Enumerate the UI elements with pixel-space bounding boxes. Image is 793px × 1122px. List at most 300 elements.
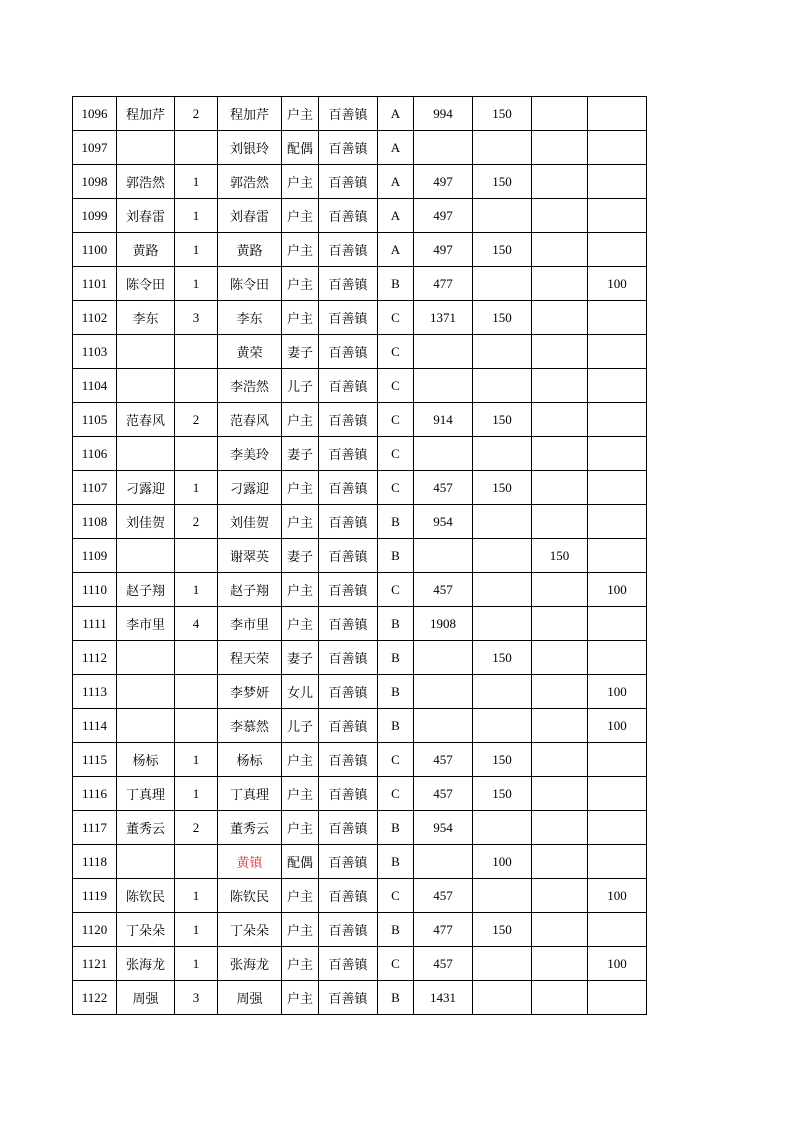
town-cell: 百善镇: [319, 131, 378, 165]
grade-cell: B: [378, 709, 414, 743]
relation-cell: 户主: [282, 403, 319, 437]
subsidy-column-1-cell: [473, 199, 532, 233]
relation-cell: 户主: [282, 777, 319, 811]
amount-cell: 457: [414, 879, 473, 913]
member-count-cell: 1: [175, 267, 218, 301]
table-row: [73, 471, 647, 505]
subsidy-column-3-cell: [588, 505, 647, 539]
household-head-cell: 刘春雷: [117, 199, 175, 233]
member-name-cell: 黄镇: [218, 845, 282, 879]
amount-cell: 954: [414, 811, 473, 845]
subsidy-column-3-cell: [588, 811, 647, 845]
member-count-cell: 1: [175, 947, 218, 981]
subsidy-column-2-cell: [532, 777, 588, 811]
amount-cell: 497: [414, 199, 473, 233]
relation-cell: 户主: [282, 301, 319, 335]
row-number-cell: 1103: [73, 335, 117, 369]
town-cell: 百善镇: [319, 165, 378, 199]
table-row: [73, 369, 647, 403]
relation-cell: 妻子: [282, 335, 319, 369]
household-table: [72, 96, 647, 1015]
household-head-cell: 杨标: [117, 743, 175, 777]
household-head-cell: 黄路: [117, 233, 175, 267]
member-count-cell: 2: [175, 505, 218, 539]
relation-cell: 户主: [282, 233, 319, 267]
town-cell: 百善镇: [319, 267, 378, 301]
household-head-cell: 陈钦民: [117, 879, 175, 913]
subsidy-column-3-cell: [588, 403, 647, 437]
row-number-cell: 1102: [73, 301, 117, 335]
subsidy-column-1-cell: 150: [473, 913, 532, 947]
member-count-cell: [175, 641, 218, 675]
subsidy-column-1-cell: 150: [473, 471, 532, 505]
subsidy-column-2-cell: [532, 437, 588, 471]
household-head-cell: 赵子翔: [117, 573, 175, 607]
relation-cell: 户主: [282, 811, 319, 845]
subsidy-column-2-cell: [532, 641, 588, 675]
subsidy-column-2-cell: [532, 301, 588, 335]
amount-cell: 1431: [414, 981, 473, 1015]
row-number-cell: 1097: [73, 131, 117, 165]
row-number-cell: 1098: [73, 165, 117, 199]
subsidy-column-2-cell: [532, 267, 588, 301]
amount-cell: [414, 335, 473, 369]
town-cell: 百善镇: [319, 947, 378, 981]
subsidy-column-3-cell: 100: [588, 879, 647, 913]
household-head-cell: 程加芹: [117, 97, 175, 131]
subsidy-column-2-cell: 150: [532, 539, 588, 573]
subsidy-column-3-cell: [588, 97, 647, 131]
row-number-cell: 1112: [73, 641, 117, 675]
relation-cell: 户主: [282, 879, 319, 913]
town-cell: 百善镇: [319, 505, 378, 539]
relation-cell: 户主: [282, 267, 319, 301]
grade-cell: B: [378, 845, 414, 879]
subsidy-column-2-cell: [532, 233, 588, 267]
town-cell: 百善镇: [319, 845, 378, 879]
row-number-cell: 1115: [73, 743, 117, 777]
member-name-cell: 董秀云: [218, 811, 282, 845]
member-name-cell: 张海龙: [218, 947, 282, 981]
household-head-cell: [117, 641, 175, 675]
member-name-cell: 陈钦民: [218, 879, 282, 913]
amount-cell: [414, 539, 473, 573]
town-cell: 百善镇: [319, 709, 378, 743]
member-name-cell: 李市里: [218, 607, 282, 641]
household-head-cell: 丁朵朵: [117, 913, 175, 947]
member-name-cell: 刘佳贺: [218, 505, 282, 539]
amount-cell: [414, 131, 473, 165]
member-count-cell: 1: [175, 471, 218, 505]
member-name-cell: 李浩然: [218, 369, 282, 403]
member-count-cell: [175, 845, 218, 879]
amount-cell: [414, 675, 473, 709]
row-number-cell: 1110: [73, 573, 117, 607]
household-head-cell: [117, 675, 175, 709]
table-row: [73, 709, 647, 743]
subsidy-column-3-cell: [588, 369, 647, 403]
subsidy-column-1-cell: 150: [473, 777, 532, 811]
member-count-cell: 1: [175, 879, 218, 913]
member-count-cell: 2: [175, 811, 218, 845]
relation-cell: 户主: [282, 947, 319, 981]
grade-cell: B: [378, 675, 414, 709]
town-cell: 百善镇: [319, 607, 378, 641]
table-row: [73, 743, 647, 777]
household-head-cell: [117, 709, 175, 743]
grade-cell: C: [378, 437, 414, 471]
member-count-cell: [175, 131, 218, 165]
member-name-cell: 丁真理: [218, 777, 282, 811]
table-row: [73, 981, 647, 1015]
relation-cell: 妻子: [282, 437, 319, 471]
subsidy-column-1-cell: [473, 675, 532, 709]
household-head-cell: 陈令田: [117, 267, 175, 301]
amount-cell: 994: [414, 97, 473, 131]
subsidy-column-3-cell: [588, 777, 647, 811]
household-head-cell: 丁真理: [117, 777, 175, 811]
member-name-cell: 李东: [218, 301, 282, 335]
subsidy-column-1-cell: [473, 981, 532, 1015]
grade-cell: B: [378, 539, 414, 573]
relation-cell: 妻子: [282, 539, 319, 573]
table-row: [73, 165, 647, 199]
grade-cell: B: [378, 267, 414, 301]
grade-cell: B: [378, 607, 414, 641]
grade-cell: B: [378, 913, 414, 947]
table-row: [73, 879, 647, 913]
town-cell: 百善镇: [319, 335, 378, 369]
town-cell: 百善镇: [319, 233, 378, 267]
amount-cell: 477: [414, 267, 473, 301]
subsidy-column-3-cell: [588, 981, 647, 1015]
row-number-cell: 1106: [73, 437, 117, 471]
household-head-cell: [117, 369, 175, 403]
subsidy-column-2-cell: [532, 743, 588, 777]
row-number-cell: 1121: [73, 947, 117, 981]
town-cell: 百善镇: [319, 539, 378, 573]
subsidy-column-2-cell: [532, 811, 588, 845]
member-name-cell: 范春风: [218, 403, 282, 437]
row-number-cell: 1108: [73, 505, 117, 539]
relation-cell: 配偶: [282, 845, 319, 879]
town-cell: 百善镇: [319, 777, 378, 811]
relation-cell: 配偶: [282, 131, 319, 165]
row-number-cell: 1113: [73, 675, 117, 709]
amount-cell: 1371: [414, 301, 473, 335]
table-row: [73, 845, 647, 879]
subsidy-column-2-cell: [532, 913, 588, 947]
member-count-cell: 3: [175, 301, 218, 335]
row-number-cell: 1096: [73, 97, 117, 131]
household-head-cell: [117, 131, 175, 165]
member-count-cell: 4: [175, 607, 218, 641]
member-name-cell: 谢翠英: [218, 539, 282, 573]
row-number-cell: 1105: [73, 403, 117, 437]
subsidy-column-1-cell: [473, 369, 532, 403]
row-number-cell: 1122: [73, 981, 117, 1015]
member-count-cell: [175, 539, 218, 573]
member-count-cell: 1: [175, 777, 218, 811]
row-number-cell: 1107: [73, 471, 117, 505]
subsidy-column-2-cell: [532, 335, 588, 369]
town-cell: 百善镇: [319, 97, 378, 131]
amount-cell: [414, 845, 473, 879]
amount-cell: 457: [414, 777, 473, 811]
amount-cell: 457: [414, 471, 473, 505]
member-count-cell: 1: [175, 233, 218, 267]
household-head-cell: 刘佳贺: [117, 505, 175, 539]
table-row: [73, 641, 647, 675]
member-name-cell: 李美玲: [218, 437, 282, 471]
relation-cell: 儿子: [282, 369, 319, 403]
subsidy-column-3-cell: [588, 335, 647, 369]
amount-cell: 457: [414, 573, 473, 607]
grade-cell: C: [378, 777, 414, 811]
amount-cell: 954: [414, 505, 473, 539]
subsidy-column-1-cell: [473, 539, 532, 573]
relation-cell: 女儿: [282, 675, 319, 709]
subsidy-column-3-cell: [588, 301, 647, 335]
member-name-cell: 刘春雷: [218, 199, 282, 233]
town-cell: 百善镇: [319, 913, 378, 947]
table-row: [73, 675, 647, 709]
subsidy-column-2-cell: [532, 675, 588, 709]
relation-cell: 户主: [282, 573, 319, 607]
member-name-cell: 郭浩然: [218, 165, 282, 199]
member-count-cell: 1: [175, 199, 218, 233]
subsidy-column-3-cell: [588, 845, 647, 879]
row-number-cell: 1100: [73, 233, 117, 267]
subsidy-column-2-cell: [532, 165, 588, 199]
table-row: [73, 301, 647, 335]
town-cell: 百善镇: [319, 199, 378, 233]
subsidy-column-3-cell: [588, 471, 647, 505]
subsidy-column-3-cell: [588, 199, 647, 233]
grade-cell: C: [378, 573, 414, 607]
grade-cell: C: [378, 301, 414, 335]
household-head-cell: 刁露迎: [117, 471, 175, 505]
subsidy-column-3-cell: [588, 641, 647, 675]
grade-cell: C: [378, 879, 414, 913]
subsidy-column-2-cell: [532, 505, 588, 539]
amount-cell: 1908: [414, 607, 473, 641]
subsidy-column-3-cell: [588, 743, 647, 777]
subsidy-column-1-cell: [473, 709, 532, 743]
amount-cell: [414, 437, 473, 471]
subsidy-column-2-cell: [532, 573, 588, 607]
table-row: [73, 437, 647, 471]
member-name-cell: 赵子翔: [218, 573, 282, 607]
town-cell: 百善镇: [319, 301, 378, 335]
amount-cell: [414, 641, 473, 675]
household-head-cell: [117, 845, 175, 879]
subsidy-column-1-cell: 150: [473, 743, 532, 777]
member-count-cell: 1: [175, 573, 218, 607]
relation-cell: 户主: [282, 165, 319, 199]
amount-cell: 477: [414, 913, 473, 947]
row-number-cell: 1120: [73, 913, 117, 947]
table-row: [73, 199, 647, 233]
member-name-cell: 黄荣: [218, 335, 282, 369]
table-row: [73, 403, 647, 437]
household-head-cell: [117, 539, 175, 573]
household-head-cell: 郭浩然: [117, 165, 175, 199]
town-cell: 百善镇: [319, 811, 378, 845]
relation-cell: 户主: [282, 913, 319, 947]
subsidy-column-2-cell: [532, 369, 588, 403]
row-number-cell: 1116: [73, 777, 117, 811]
amount-cell: [414, 709, 473, 743]
town-cell: 百善镇: [319, 879, 378, 913]
town-cell: 百善镇: [319, 403, 378, 437]
subsidy-column-3-cell: [588, 437, 647, 471]
grade-cell: A: [378, 165, 414, 199]
member-name-cell: 程天荣: [218, 641, 282, 675]
table-row: [73, 607, 647, 641]
household-head-cell: [117, 335, 175, 369]
grade-cell: C: [378, 743, 414, 777]
town-cell: 百善镇: [319, 743, 378, 777]
amount-cell: [414, 369, 473, 403]
table-body: [73, 97, 647, 1015]
table-row: [73, 131, 647, 165]
row-number-cell: 1118: [73, 845, 117, 879]
relation-cell: 户主: [282, 199, 319, 233]
subsidy-column-3-cell: [588, 539, 647, 573]
subsidy-column-2-cell: [532, 981, 588, 1015]
table-row: [73, 335, 647, 369]
amount-cell: 914: [414, 403, 473, 437]
subsidy-column-3-cell: 100: [588, 675, 647, 709]
member-name-cell: 黄路: [218, 233, 282, 267]
amount-cell: 457: [414, 947, 473, 981]
table-row: [73, 539, 647, 573]
row-number-cell: 1109: [73, 539, 117, 573]
subsidy-column-2-cell: [532, 97, 588, 131]
table-row: [73, 267, 647, 301]
subsidy-column-3-cell: 100: [588, 947, 647, 981]
member-name-cell: 丁朵朵: [218, 913, 282, 947]
grade-cell: C: [378, 403, 414, 437]
subsidy-column-3-cell: [588, 165, 647, 199]
town-cell: 百善镇: [319, 573, 378, 607]
subsidy-column-3-cell: 100: [588, 709, 647, 743]
grade-cell: A: [378, 199, 414, 233]
subsidy-column-1-cell: [473, 131, 532, 165]
subsidy-column-3-cell: [588, 233, 647, 267]
household-head-cell: 范春风: [117, 403, 175, 437]
grade-cell: C: [378, 335, 414, 369]
subsidy-column-1-cell: 150: [473, 233, 532, 267]
member-name-cell: 陈令田: [218, 267, 282, 301]
subsidy-column-3-cell: 100: [588, 573, 647, 607]
grade-cell: C: [378, 369, 414, 403]
member-count-cell: [175, 675, 218, 709]
row-number-cell: 1114: [73, 709, 117, 743]
household-head-cell: [117, 437, 175, 471]
grade-cell: C: [378, 471, 414, 505]
subsidy-column-3-cell: [588, 913, 647, 947]
relation-cell: 户主: [282, 97, 319, 131]
town-cell: 百善镇: [319, 471, 378, 505]
relation-cell: 户主: [282, 471, 319, 505]
subsidy-column-3-cell: [588, 131, 647, 165]
subsidy-column-1-cell: [473, 335, 532, 369]
relation-cell: 儿子: [282, 709, 319, 743]
relation-cell: 户主: [282, 981, 319, 1015]
member-count-cell: 1: [175, 165, 218, 199]
subsidy-column-1-cell: 150: [473, 641, 532, 675]
amount-cell: 497: [414, 233, 473, 267]
table-row: [73, 913, 647, 947]
relation-cell: 户主: [282, 505, 319, 539]
table-row: [73, 233, 647, 267]
amount-cell: 497: [414, 165, 473, 199]
subsidy-column-1-cell: 150: [473, 301, 532, 335]
row-number-cell: 1104: [73, 369, 117, 403]
row-number-cell: 1117: [73, 811, 117, 845]
member-count-cell: [175, 335, 218, 369]
table-row: [73, 573, 647, 607]
member-count-cell: [175, 709, 218, 743]
town-cell: 百善镇: [319, 641, 378, 675]
table-row: [73, 947, 647, 981]
town-cell: 百善镇: [319, 981, 378, 1015]
subsidy-column-2-cell: [532, 947, 588, 981]
grade-cell: B: [378, 505, 414, 539]
relation-cell: 户主: [282, 607, 319, 641]
household-head-cell: 李市里: [117, 607, 175, 641]
grade-cell: B: [378, 641, 414, 675]
subsidy-column-1-cell: [473, 607, 532, 641]
grade-cell: A: [378, 233, 414, 267]
member-name-cell: 刁露迎: [218, 471, 282, 505]
member-count-cell: 1: [175, 913, 218, 947]
member-count-cell: 2: [175, 403, 218, 437]
subsidy-column-2-cell: [532, 879, 588, 913]
subsidy-column-2-cell: [532, 845, 588, 879]
subsidy-column-1-cell: [473, 811, 532, 845]
grade-cell: A: [378, 131, 414, 165]
household-head-cell: 董秀云: [117, 811, 175, 845]
grade-cell: A: [378, 97, 414, 131]
subsidy-column-1-cell: [473, 573, 532, 607]
subsidy-column-2-cell: [532, 471, 588, 505]
relation-cell: 妻子: [282, 641, 319, 675]
subsidy-column-2-cell: [532, 199, 588, 233]
member-name-cell: 杨标: [218, 743, 282, 777]
table-row: [73, 97, 647, 131]
table-row: [73, 777, 647, 811]
subsidy-column-3-cell: [588, 607, 647, 641]
member-count-cell: [175, 437, 218, 471]
member-name-cell: 周强: [218, 981, 282, 1015]
town-cell: 百善镇: [319, 437, 378, 471]
household-head-cell: 李东: [117, 301, 175, 335]
table-row: [73, 811, 647, 845]
member-count-cell: 3: [175, 981, 218, 1015]
member-count-cell: [175, 369, 218, 403]
row-number-cell: 1099: [73, 199, 117, 233]
grade-cell: B: [378, 811, 414, 845]
member-count-cell: 1: [175, 743, 218, 777]
subsidy-column-1-cell: [473, 879, 532, 913]
row-number-cell: 1101: [73, 267, 117, 301]
row-number-cell: 1119: [73, 879, 117, 913]
town-cell: 百善镇: [319, 675, 378, 709]
subsidy-column-1-cell: [473, 267, 532, 301]
